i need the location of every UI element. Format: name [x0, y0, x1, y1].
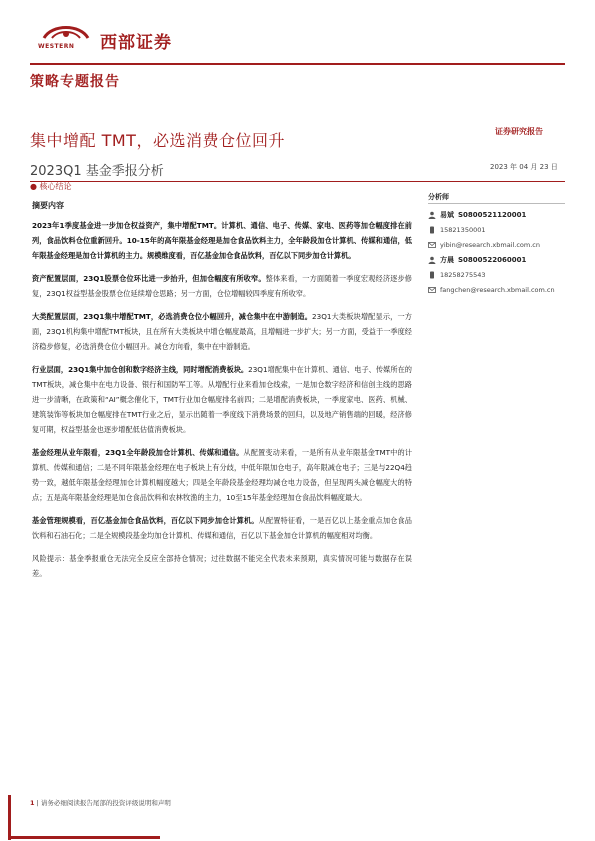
summary-heading: 摘要内容 — [32, 201, 64, 210]
footer-text: 请务必细阅读报告尾部的投资评级说明和声明 — [40, 799, 171, 807]
analyst-row — [428, 208, 568, 222]
analyst-row — [428, 282, 568, 297]
analyst-email[interactable]: yibin@research.xbmail.com.cn — [440, 240, 540, 249]
analyst-license: S0800522060001 — [458, 255, 527, 264]
report-date: 2023 年 04 月 23 日 — [490, 163, 558, 171]
paragraph-text: 23Q1增配集中在计算机、通信、电子、传媒所在的TMT板块，减仓集中在电力设备、银行和国防军工等。从增配行业来看加仓线索，一是加仓数字经济和信创主线的思路进一步清晰，在政策和“AI”概念催化下，TMT行业加仓幅度排名前四；二是增配消费板块，一季度家电、医药、机械、建筑装饰等板块加仓幅度排在TMT行业之后，显示出随着一季度线下消费场景的回归，以及地产销售端的回暖，经济修复可期，权益型基金也逐步增配低估值消费板块。 — [32, 365, 412, 434]
paragraph-lead: 2023年1季度基金进一步加仓权益资产，集中增配TMT。计算机、通信、电子、传媒、家电、医药等加仓幅度排在前列，食品饮料仓位重新回升。10-15年的高年限基金经理是加仓食品饮料主力，全年龄段加仓计算机、传媒和通信，低年限基金经理是加仓计算机的主力。规模维度看，百亿基金加仓食品饮料，百亿以下同步加仓计算机。 — [32, 221, 412, 260]
analyst-phone: 15821350001 — [440, 225, 486, 234]
paragraph-text: 23Q1大类板块增配显示，一方面，23Q1机构集中增配TMT板块，且在所有大类板块中增仓幅度最高，且增幅进一步扩大；另一方面，受益于一季度经济稳步修复，必选消费仓位小幅回升。减仓方向看，集中在中游制造。 — [32, 312, 412, 351]
paragraph-lead: 基金管理规模看，百亿基金加仓食品饮料，百亿以下同步加仓计算机。 — [32, 516, 259, 525]
paragraph-lead: 基金经理从业年限看，23Q1全年龄段加仓计算机、传媒和通信。 — [32, 448, 244, 457]
paragraph-lead: 行业层面，23Q1集中加仓创和数字经济主线，同时增配消费板块。 — [32, 365, 249, 374]
risk-warning — [32, 551, 412, 581]
phone-icon — [428, 271, 436, 279]
report-label: 证券研究报告 — [495, 127, 543, 136]
summary-paragraph — [32, 445, 412, 505]
logo-english: WESTERN — [38, 43, 75, 50]
person-icon — [428, 256, 436, 264]
analyst-row — [428, 252, 568, 267]
analyst-row — [428, 222, 568, 237]
analyst-card — [428, 208, 568, 297]
analyst-license: S0800521120001 — [458, 211, 527, 219]
paragraph-text: 从配置特征看，一是百亿以上基金重点加仓食品饮料和石油石化；二是全规模段基金均加仓计算机、传媒和通信，百亿以下基金加仓计算机的幅度相对均衡。 — [32, 516, 412, 540]
email-icon — [428, 286, 436, 294]
analyst-email[interactable]: fangchen@research.xbmail.com.cn — [440, 285, 555, 294]
summary-paragraph — [32, 271, 412, 301]
analyst-heading: 分析师 — [428, 193, 449, 201]
analyst-name: 易斌 — [440, 211, 454, 219]
phone-icon — [428, 226, 436, 234]
footer-accent-vertical — [8, 795, 11, 840]
subtitle: 2023Q1 基金季报分析 — [30, 164, 164, 179]
summary-paragraph — [32, 362, 412, 437]
company-name: 西部证券 — [100, 33, 172, 53]
footer-disclaimer: 1 | 请务必细阅读报告尾部的投资评级说明和声明 — [30, 799, 171, 807]
report-type: 策略专题报告 — [30, 74, 120, 90]
paragraph-lead: 资产配置层面，23Q1股票仓位环比进一步抬升，但加仓幅度有所收窄。 — [32, 274, 266, 283]
footer-accent-horizontal — [8, 836, 160, 839]
analyst-name: 方晨 — [440, 255, 454, 264]
core-conclusion-text: 核心结论 — [39, 182, 72, 191]
header-divider — [30, 63, 565, 65]
core-conclusion-label — [30, 181, 72, 192]
paragraph-text: 整体来看，一方面随着一季度宏观经济逐步修复，23Q1权益型基金股票仓位延续增仓思路；另一方面，仓位增幅较四季度有所收窄。 — [32, 274, 412, 298]
summary-body — [32, 218, 412, 581]
email-icon — [428, 241, 436, 249]
summary-paragraph — [32, 309, 412, 354]
bullet-icon: ● — [30, 182, 40, 191]
summary-paragraph — [32, 218, 412, 263]
summary-paragraph — [32, 513, 412, 543]
analyst-row — [428, 237, 568, 252]
paragraph-text: 从配置变动来看，一是所有从业年限基金TMT中的计算机、传媒和通信；二是不同年限基金经理在电子板块上有分歧，中低年限加仓电子，高年限减仓电子；三是与22Q4趋势一致，越低年限基金经理加仓计算机幅度越大；四是全年龄段基金经理均减仓电力设备，但呈现两头减仓幅度大的特点；五是高年限基金经理是加仓食品饮料和农林牧渔的主力，10至15年基金经理加仓食品饮料幅度最大。 — [32, 448, 412, 502]
person-icon — [428, 211, 436, 219]
analyst-phone: 18258275543 — [440, 270, 486, 279]
analyst-row — [428, 267, 568, 282]
main-title: 集中增配 TMT，必选消费仓位回升 — [30, 131, 285, 150]
page-number: 1 — [30, 799, 35, 807]
paragraph-text: 风险提示：基金季报重仓无法完全反应全部持仓情况；过往数据不能完全代表未来预期，真实情况可能与数据存在误差。 — [32, 554, 412, 578]
analyst-divider — [428, 203, 565, 204]
title-divider — [30, 181, 565, 182]
paragraph-lead: 大类配置层面，23Q1集中增配TMT，必选消费仓位小幅回升，减仓集中在中游制造。 — [32, 312, 313, 321]
